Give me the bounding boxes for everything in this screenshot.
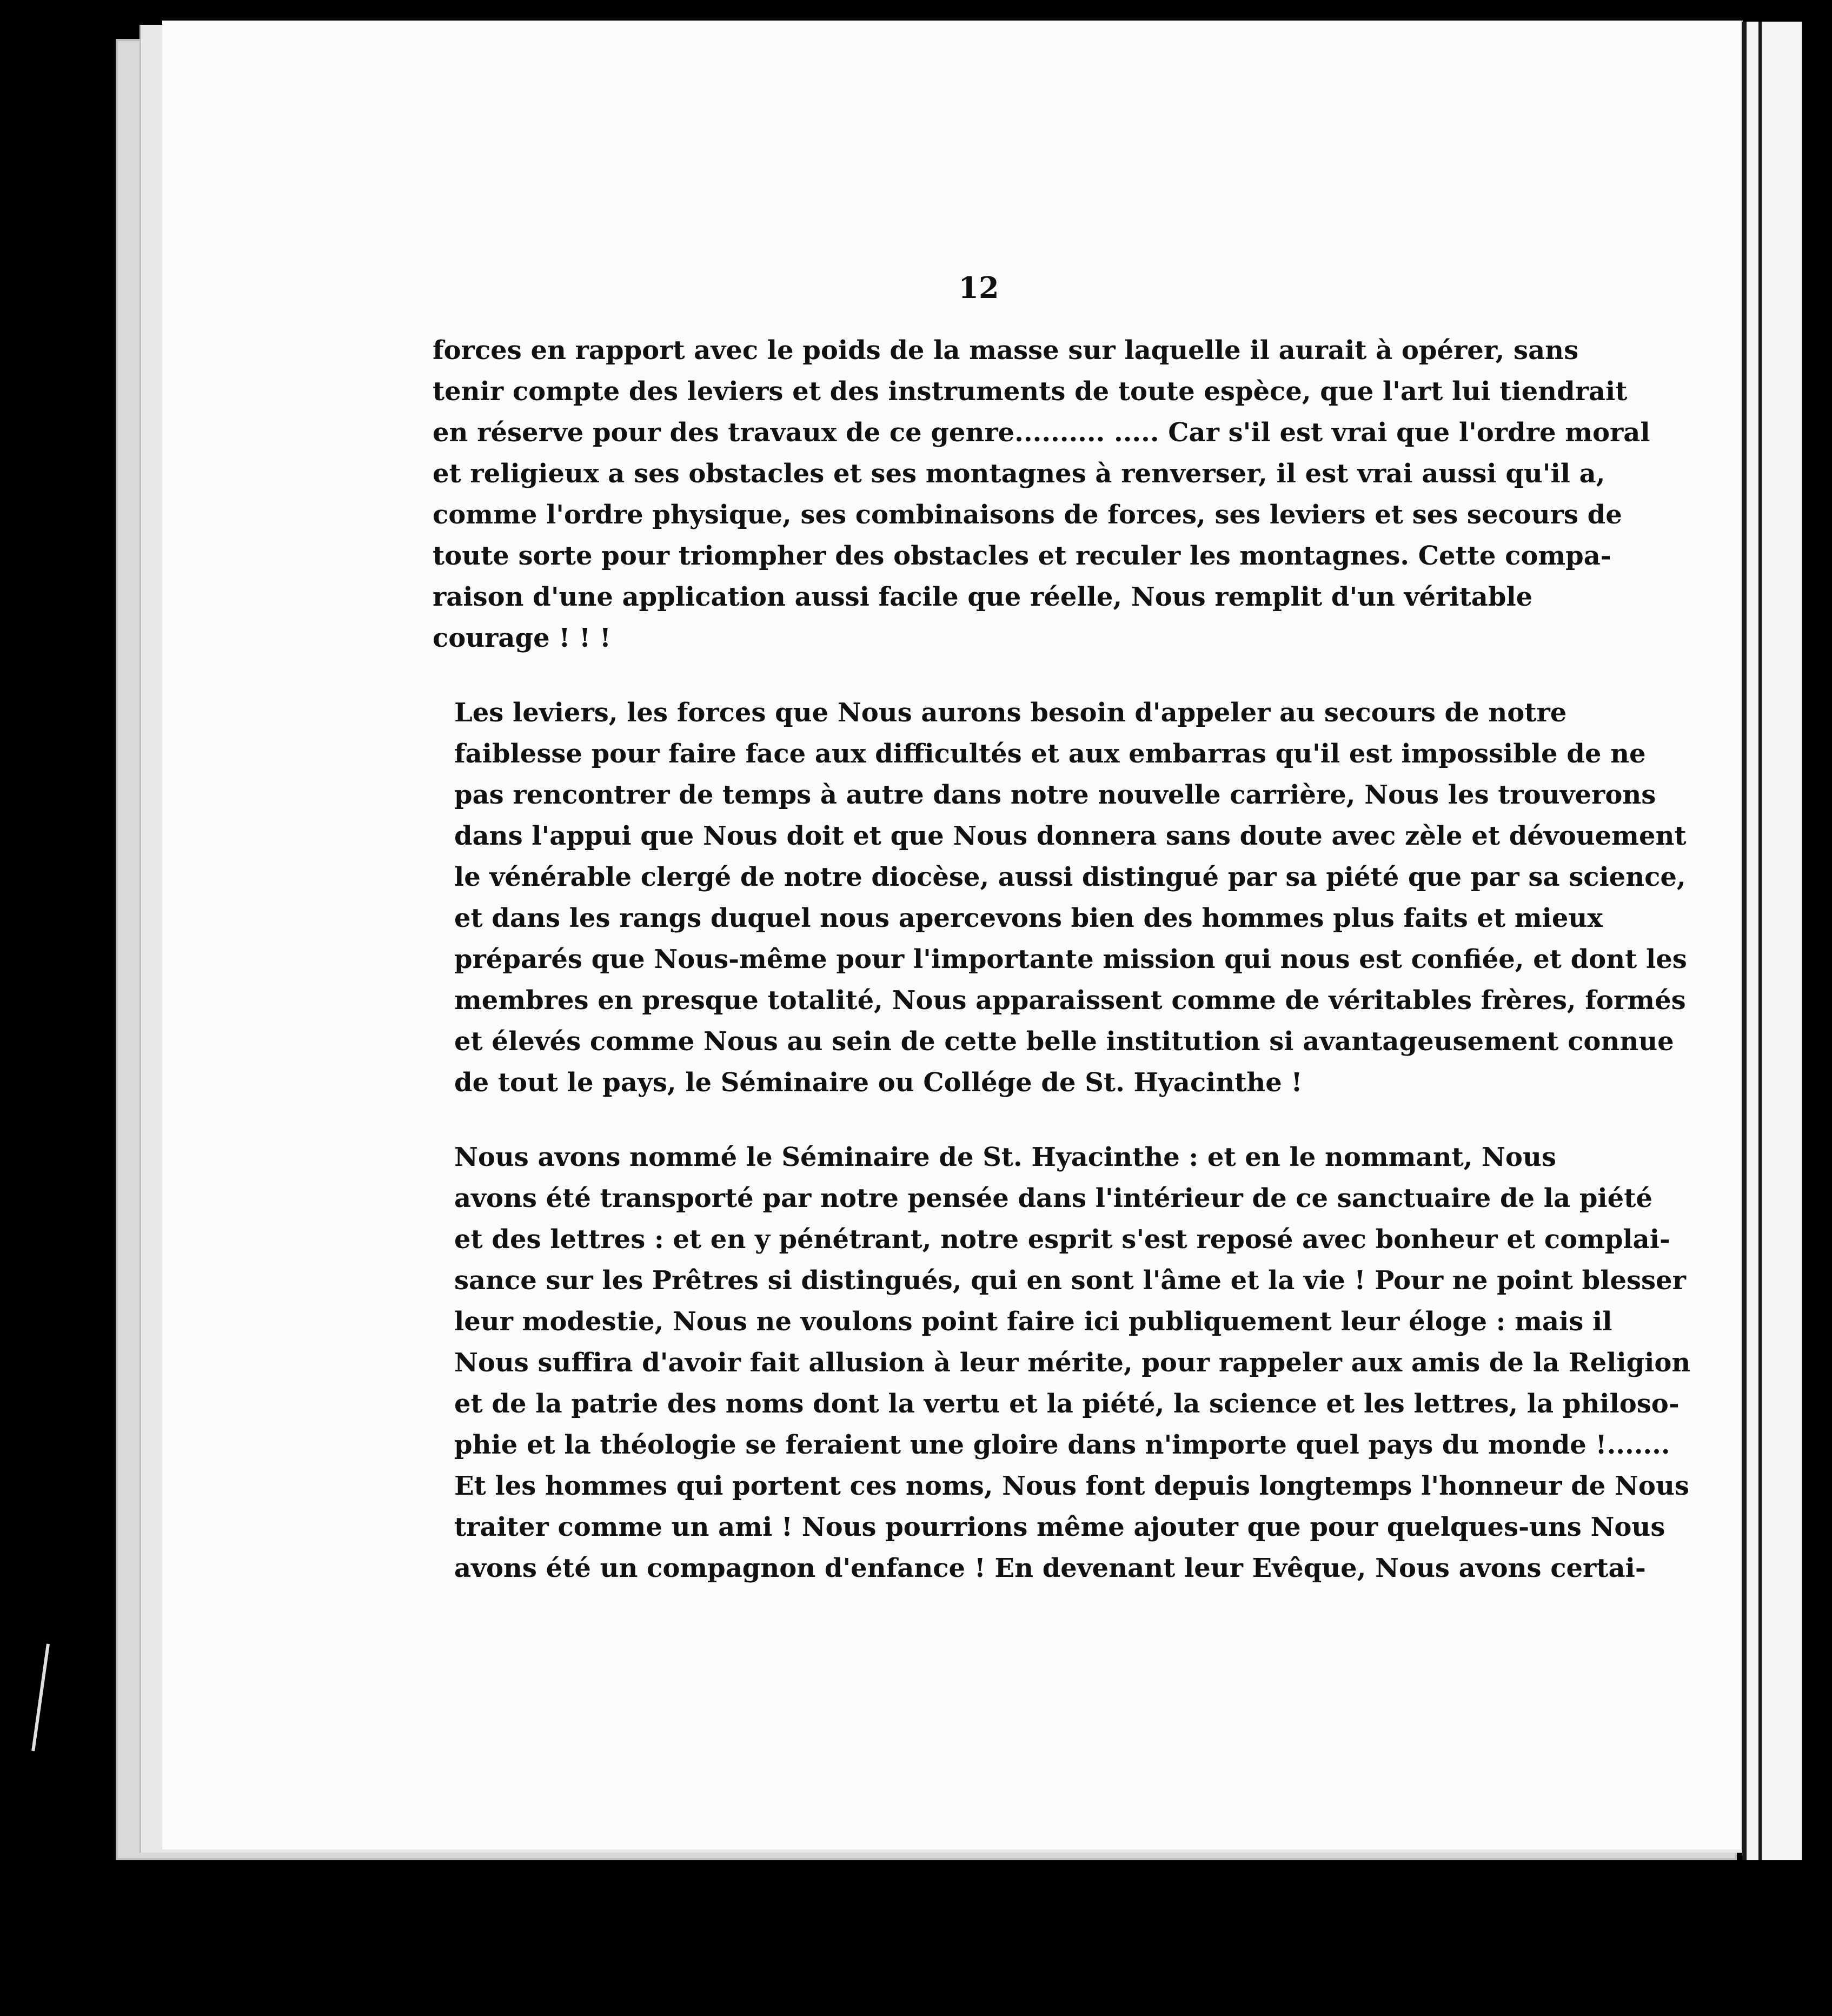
text-line: et élevés comme Nous au sein de cette belle institution si avantageusement connue: [454, 1026, 1674, 1057]
text-line: comme l'ordre physique, ses combinaisons de forces, ses leviers et ses secours de: [433, 500, 1622, 530]
text-line: de tout le pays, le Séminaire ou Collége de St. Hyacinthe !: [454, 1067, 1303, 1098]
body-text: [433, 330, 1691, 1622]
text-line: dans l'appui que Nous doit et que Nous donnera sans doute avec zèle et dévouement: [454, 821, 1687, 851]
text-line: préparés que Nous-même pour l'importante mission qui nous est confiée, et dont les: [454, 944, 1687, 974]
text-line: sance sur les Prêtres si distingués, qui en sont l'âme et la vie ! Pour ne point blesser: [454, 1265, 1686, 1296]
text-line: le vénérable clergé de notre diocèse, aussi distingué par sa piété que par sa science,: [454, 862, 1686, 892]
text-line: pas rencontrer de temps à autre dans notre nouvelle carrière, Nous les trouverons: [454, 780, 1656, 810]
binding-strip: [1742, 22, 1802, 1974]
text-line: raison d'une application aussi facile que réelle, Nous remplit d'un véritable: [433, 582, 1533, 612]
text-line: toute sorte pour triompher des obstacles et reculer les montagnes. Cette compa-: [433, 541, 1611, 571]
text-line: et de la patrie des noms dont la vertu et la piété, la science et les lettres, la philoso-: [454, 1389, 1680, 1419]
binding-line: [1758, 22, 1762, 1974]
text-line: Nous avons nommé le Séminaire de St. Hyacinthe : et en le nommant, Nous: [454, 1142, 1556, 1172]
text-line: leur modestie, Nous ne voulons point faire ici publiquement leur éloge : mais il: [454, 1307, 1612, 1337]
text-line: et dans les rangs duquel nous apercevons bien des hommes plus faits et mieux: [454, 903, 1603, 933]
text-line: Et les hommes qui portent ces noms, Nous font depuis longtemps l'honneur de Nous: [454, 1471, 1689, 1501]
paragraph-2: [433, 692, 1687, 1103]
paragraph-1: [433, 330, 1650, 659]
text-line: faiblesse pour faire face aux difficultés et aux embarras qu'il est impossible de ne: [454, 739, 1646, 769]
scan-artifact-mark: [31, 1643, 58, 1752]
text-line: tenir compte des leviers et des instruments de toute espèce, que l'art lui tiendrait: [433, 376, 1628, 407]
text-line: et des lettres : et en y pénétrant, notre esprit s'est reposé avec bonheur et complai-: [454, 1224, 1670, 1255]
text-line: en réserve pour des travaux de ce genre.......... ..... Car s'il est vrai que l'ordre moral: [433, 417, 1650, 448]
text-line: traiter comme un ami ! Nous pourrions même ajouter que pour quelques-uns Nous: [454, 1512, 1665, 1542]
text-line: et religieux a ses obstacles et ses montagnes à renverser, il est vrai aussi qu'il a,: [433, 459, 1605, 489]
scan-bottom-margin: [0, 1860, 1832, 2016]
text-line: Les leviers, les forces que Nous aurons besoin d'appeler au secours de notre: [454, 698, 1567, 728]
text-line: avons été un compagnon d'enfance ! En devenant leur Evêque, Nous avons certai-: [454, 1553, 1646, 1583]
text-line: Nous suffira d'avoir fait allusion à leur mérite, pour rappeler aux amis de la Religion: [454, 1348, 1691, 1378]
text-line: forces en rapport avec le poids de la masse sur laquelle il aurait à opérer, sans: [433, 335, 1579, 366]
paragraph-3: [433, 1137, 1691, 1589]
page-number: 12: [958, 270, 999, 305]
text-line: phie et la théologie se feraient une gloire dans n'importe quel pays du monde !.......: [454, 1430, 1670, 1460]
text-line: avons été transporté par notre pensée dans l'intérieur de ce sanctuaire de la piété: [454, 1183, 1652, 1213]
text-line: membres en presque totalité, Nous apparaissent comme de véritables frères, formés: [454, 985, 1686, 1016]
text-line: courage ! ! !: [433, 623, 611, 653]
